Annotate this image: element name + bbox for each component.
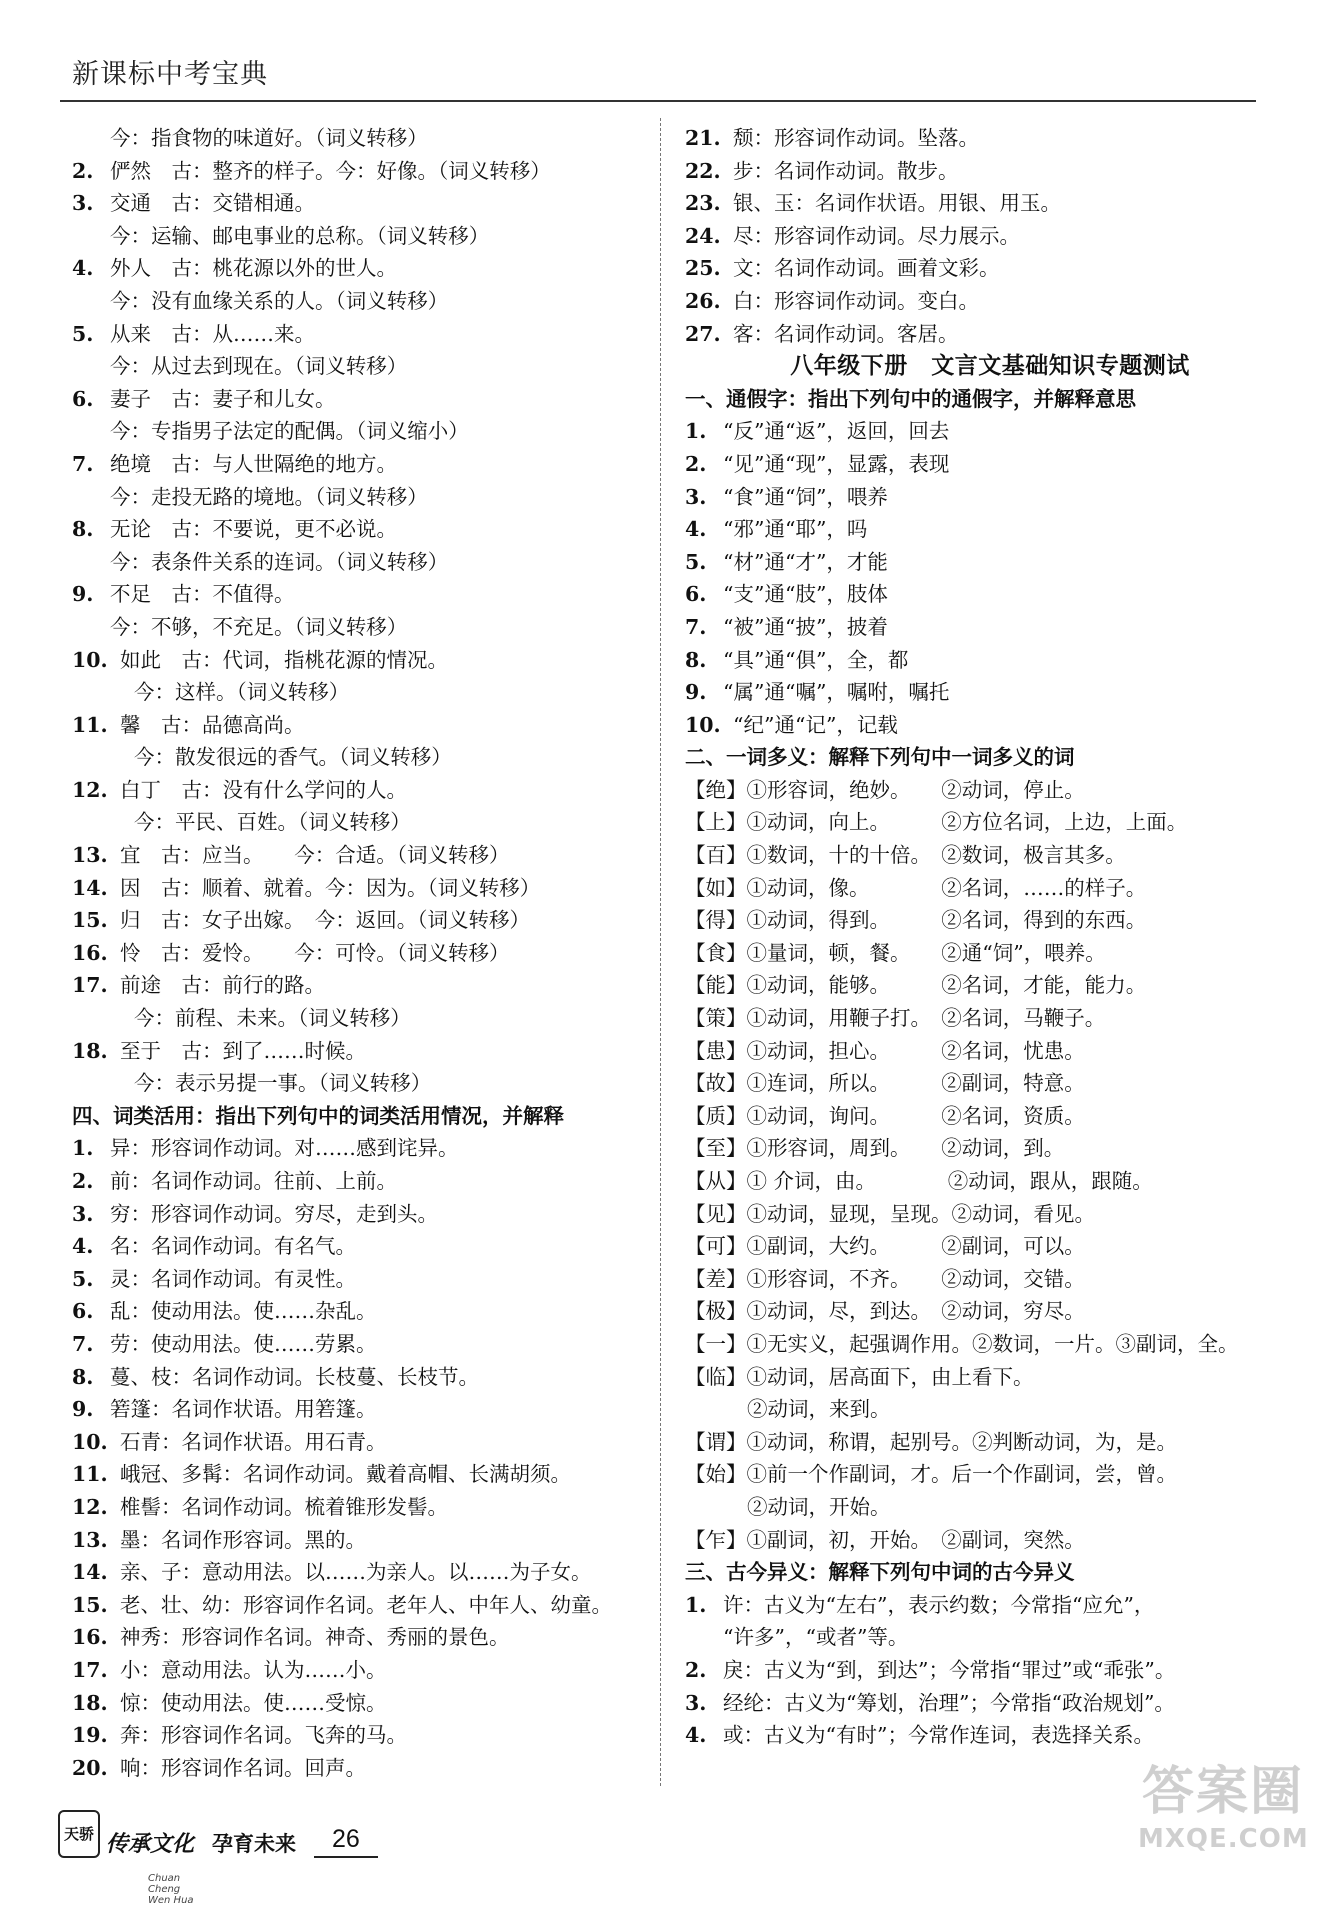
line-text: 今：走投无路的境地。（词义转移） xyxy=(110,484,428,509)
line-text: 【患】①动词，担心。 ②名词，忧患。 xyxy=(685,1038,1085,1063)
text-line xyxy=(685,1230,1275,1263)
line-text: 石青：名词作状语。用石青。 xyxy=(120,1429,387,1454)
line-text: 今：不够，不充足。（词义转移） xyxy=(110,614,408,639)
text-line xyxy=(72,285,652,318)
text-line xyxy=(685,546,1275,579)
line-text: 或：古义为“有时”；今常作连词，表选择关系。 xyxy=(723,1723,1154,1748)
line-text: 【上】①动词，向上。 ②方位名词，上边，上面。 xyxy=(685,810,1188,835)
item-number: 2. xyxy=(685,1657,707,1682)
line-text: 银、玉：名词作状语。用银、用玉。 xyxy=(733,191,1061,216)
text-line xyxy=(72,578,652,611)
line-text: 穷：形容词作动词。穷尽，走到头。 xyxy=(110,1201,438,1226)
text-line xyxy=(72,546,652,579)
line-text: ②动词，开始。 xyxy=(747,1494,891,1519)
line-text: 【百】①数词，十的十倍。 ②数词，极言其多。 xyxy=(685,843,1126,868)
line-text: 【策】①动词，用鞭子打。 ②名词，马鞭子。 xyxy=(685,1006,1106,1031)
text-line xyxy=(72,1035,652,1068)
line-text: 【乍】①副词，初，开始。 ②副词，突然。 xyxy=(685,1527,1085,1552)
line-text: 外人 古：桃花源以外的世人。 xyxy=(110,256,397,281)
text-line xyxy=(72,1263,652,1296)
text-line xyxy=(685,709,1275,742)
text-line xyxy=(685,1621,1275,1654)
text-line xyxy=(72,513,652,546)
text-line xyxy=(685,774,1275,807)
line-text: 【绝】①形容词，绝妙。 ②动词，停止。 xyxy=(685,777,1085,802)
text-line xyxy=(72,1002,652,1035)
text-line xyxy=(72,1067,652,1100)
text-line xyxy=(685,220,1275,253)
text-line xyxy=(72,644,652,677)
logo-text: 天骄 xyxy=(63,1825,94,1843)
text-line xyxy=(72,1361,652,1394)
text-line xyxy=(685,1426,1275,1459)
line-text: 今：表示另提一事。（词义转移） xyxy=(134,1071,432,1096)
item-number: 18. xyxy=(72,1690,108,1715)
line-text: “纪”通“记”，记载 xyxy=(733,712,898,737)
text-line xyxy=(685,611,1275,644)
line-text: 从来 古：从……来。 xyxy=(110,321,315,346)
line-text: 异：形容词作动词。对……感到诧异。 xyxy=(110,1136,459,1161)
item-number: 7. xyxy=(72,451,94,476)
text-line xyxy=(72,611,652,644)
item-number: 8. xyxy=(72,1364,94,1389)
text-line xyxy=(685,1035,1275,1068)
text-line xyxy=(72,1589,652,1622)
text-line xyxy=(72,774,652,807)
text-line xyxy=(685,252,1275,285)
text-line xyxy=(685,187,1275,220)
text-line xyxy=(72,1719,652,1752)
item-number: 21. xyxy=(685,126,721,150)
section-heading xyxy=(72,1100,652,1133)
text-line xyxy=(685,1654,1275,1687)
item-number: 3. xyxy=(685,1690,707,1715)
line-text: 宜 古：应当。 今：合适。（词义转移） xyxy=(120,843,510,868)
text-line xyxy=(72,1491,652,1524)
text-line xyxy=(72,1556,652,1589)
item-number: 13. xyxy=(72,843,108,868)
text-line xyxy=(685,1328,1275,1361)
line-text: 【可】①副词，大约。 ②副词，可以。 xyxy=(685,1234,1085,1259)
site-watermark xyxy=(1138,1760,1308,1900)
line-text: 前途 古：前行的路。 xyxy=(120,973,325,998)
line-text: 今：专指男子法定的配偶。（词义缩小） xyxy=(110,419,469,444)
text-line xyxy=(685,1719,1275,1752)
page-header-title: 新课标中考宝典 xyxy=(72,59,268,90)
item-number: 17. xyxy=(72,1657,108,1682)
text-line xyxy=(685,1491,1275,1524)
line-text: 老、壮、幼：形容词作名词。老年人、中年人、幼童。 xyxy=(120,1592,612,1617)
text-line xyxy=(685,839,1275,872)
text-line xyxy=(72,1458,652,1491)
item-number: 2. xyxy=(72,158,94,183)
line-text: “属”通“嘱”，嘱咐，嘱托 xyxy=(723,680,950,705)
line-text: 乱：使动用法。使……杂乱。 xyxy=(110,1299,377,1324)
line-text: 【见】①动词，显现，呈现。②动词，看见。 xyxy=(685,1201,1095,1226)
line-text: 如此 古：代词，指桃花源的情况。 xyxy=(120,647,448,672)
item-number: 11. xyxy=(72,1462,108,1487)
item-number: 17. xyxy=(72,973,108,998)
text-line xyxy=(72,448,652,481)
line-text: 奔：形容词作名词。飞奔的马。 xyxy=(120,1723,407,1748)
line-text: “反”通“返”，返回，回去 xyxy=(723,419,950,444)
text-line xyxy=(685,415,1275,448)
item-number: 10. xyxy=(72,1429,108,1454)
watermark-url: MXQE.COM xyxy=(1138,1824,1309,1854)
section-heading xyxy=(685,383,1275,416)
item-number: 23. xyxy=(685,191,721,216)
item-number: 3. xyxy=(72,1201,94,1226)
line-text: 灵：名词作动词。有灵性。 xyxy=(110,1266,356,1291)
line-text: 绝境 古：与人世隔绝的地方。 xyxy=(110,451,397,476)
line-text: 一、通假字：指出下列句中的通假字，并解释意思 xyxy=(685,386,1136,411)
line-text: 至于 古：到了……时候。 xyxy=(120,1038,366,1063)
right-column xyxy=(685,122,1275,1752)
line-text: 经纶：古义为“筹划，治理”；今常指“政治规划”。 xyxy=(723,1690,1175,1715)
line-text: 今：前程、未来。（词义转移） xyxy=(134,1006,411,1031)
line-text: 今：散发很远的香气。（词义转移） xyxy=(134,745,452,770)
text-line xyxy=(685,1067,1275,1100)
line-text: 归 古：女子出嫁。 今：返回。（词义转移） xyxy=(120,908,530,933)
item-number: 1. xyxy=(685,419,707,444)
text-line xyxy=(685,1393,1275,1426)
line-text: 今：这样。（词义转移） xyxy=(134,680,350,705)
line-text: 怜 古：爱怜。 今：可怜。（词义转移） xyxy=(120,940,510,965)
line-text: 【差】①形容词，不齐。 ②动词，交错。 xyxy=(685,1266,1085,1291)
text-line xyxy=(72,415,652,448)
line-text: 墨：名词作形容词。黑的。 xyxy=(120,1527,366,1552)
line-text: “材”通“才”，才能 xyxy=(723,549,888,574)
item-number: 16. xyxy=(72,940,108,965)
text-line xyxy=(72,839,652,872)
item-number: 9. xyxy=(72,582,94,607)
brand-slogan: 孕育未来 xyxy=(212,1832,297,1856)
text-line xyxy=(72,1295,652,1328)
text-line xyxy=(685,155,1275,188)
item-number: 9. xyxy=(72,1397,94,1422)
line-text: 【食】①量词，顿，餐。 ②通“饲”，喂养。 xyxy=(685,940,1106,965)
text-line xyxy=(72,220,652,253)
brand-block xyxy=(100,1827,195,1906)
line-text: 前：名词作动词。往前、上前。 xyxy=(110,1169,397,1193)
text-line xyxy=(685,1263,1275,1296)
line-text: 交通 古：交错相通。 xyxy=(110,191,315,216)
item-number: 18. xyxy=(72,1038,108,1063)
text-line xyxy=(72,806,652,839)
column-divider xyxy=(660,118,661,1786)
item-number: 5. xyxy=(72,1266,94,1291)
line-text: “支”通“肢”，肢体 xyxy=(723,582,888,607)
item-number: 10. xyxy=(72,647,108,672)
item-number: 27. xyxy=(685,321,721,346)
item-number: 15. xyxy=(72,908,108,933)
text-line xyxy=(72,1165,652,1198)
item-number: 15. xyxy=(72,1592,108,1617)
line-text: 箬篷：名词作状语。用箬篷。 xyxy=(110,1397,377,1422)
line-text: 不足 古：不值得。 xyxy=(110,582,295,607)
line-text: 今：没有血缘关系的人。（词义转移） xyxy=(110,288,449,313)
section-heading xyxy=(685,1556,1275,1589)
item-number: 10. xyxy=(685,712,721,737)
line-text: 响：形容词作名词。回声。 xyxy=(120,1755,366,1780)
item-number: 3. xyxy=(72,191,94,216)
text-line xyxy=(72,676,652,709)
line-text: 神秀：形容词作名词。神奇、秀丽的景色。 xyxy=(120,1625,510,1650)
line-text: “见”通“现”，显露，表现 xyxy=(723,451,950,476)
text-line xyxy=(72,1328,652,1361)
line-text: “食”通“饲”，喂养 xyxy=(723,484,888,509)
line-text: “邪”通“耶”，吗 xyxy=(723,517,868,542)
brand-subtitle: Chuan Cheng Wen Hua xyxy=(148,1873,194,1906)
text-line xyxy=(72,1621,652,1654)
line-text: 【如】①动词，像。 ②名词，……的样子。 xyxy=(685,875,1147,900)
line-text: “具”通“俱”，全，都 xyxy=(723,647,909,672)
header-divider xyxy=(60,100,1256,102)
line-text: 惊：使动用法。使……受惊。 xyxy=(120,1690,387,1715)
text-line xyxy=(72,481,652,514)
item-number: 4. xyxy=(72,1234,94,1259)
line-text: 今：运输、邮电事业的总称。（词义转移） xyxy=(110,223,490,248)
text-line xyxy=(685,481,1275,514)
item-number: 25. xyxy=(685,256,721,281)
item-number: 4. xyxy=(72,256,94,281)
publisher-logo xyxy=(58,1810,100,1858)
text-line xyxy=(685,1361,1275,1394)
text-line xyxy=(685,806,1275,839)
text-line xyxy=(72,937,652,970)
text-line xyxy=(72,1687,652,1720)
text-line xyxy=(72,872,652,905)
line-text: 尽：形容词作动词。尽力展示。 xyxy=(733,223,1020,248)
item-number: 22. xyxy=(685,158,721,183)
text-line xyxy=(72,709,652,742)
item-number: 8. xyxy=(72,517,94,542)
text-line xyxy=(72,969,652,1002)
text-line xyxy=(72,1524,652,1557)
line-text: 戾：古义为“到，到达”；今常指“罪过”或“乖张”。 xyxy=(723,1657,1176,1682)
text-line xyxy=(685,122,1275,155)
line-text: 今：平民、百姓。（词义转移） xyxy=(134,810,411,835)
text-line xyxy=(685,1002,1275,1035)
line-text: 今：指食物的味道好。（词义转移） xyxy=(110,126,428,150)
text-line xyxy=(685,1687,1275,1720)
item-number: 4. xyxy=(685,1723,707,1748)
line-text: 今：表条件关系的连词。（词义转移） xyxy=(110,549,449,574)
line-text: 【质】①动词，询问。 ②名词，资质。 xyxy=(685,1103,1085,1128)
text-line xyxy=(72,350,652,383)
text-line xyxy=(685,1165,1275,1198)
line-text: 【一】①无实义，起强调作用。②数词，一片。③副词，全。 xyxy=(685,1331,1239,1356)
item-number: 9. xyxy=(685,680,707,705)
item-number: 11. xyxy=(72,712,108,737)
text-line xyxy=(685,904,1275,937)
text-line xyxy=(72,318,652,351)
item-number: 7. xyxy=(685,614,707,639)
item-number: 19. xyxy=(72,1723,108,1748)
item-number: 12. xyxy=(72,777,108,802)
item-number: 5. xyxy=(685,549,707,574)
line-text: 劳：使动用法。使……劳累。 xyxy=(110,1331,377,1356)
line-text: 名：名词作动词。有名气。 xyxy=(110,1234,356,1259)
item-number: 1. xyxy=(685,1592,707,1617)
text-line xyxy=(685,644,1275,677)
text-line xyxy=(685,969,1275,1002)
text-line xyxy=(685,1100,1275,1133)
line-text: 【得】①动词，得到。 ②名词，得到的东西。 xyxy=(685,908,1147,933)
text-line xyxy=(685,937,1275,970)
item-number: 6. xyxy=(685,582,707,607)
line-text: 峨冠、多髯：名词作动词。戴着高帽、长满胡须。 xyxy=(120,1462,571,1487)
line-text: 白丁 古：没有什么学问的人。 xyxy=(120,777,407,802)
item-number: 8. xyxy=(685,647,707,672)
text-line xyxy=(72,122,652,155)
section-heading xyxy=(685,741,1275,774)
text-line xyxy=(72,741,652,774)
text-line xyxy=(685,1458,1275,1491)
item-number: 2. xyxy=(685,451,707,476)
line-text: 【能】①动词，能够。 ②名词，才能，能力。 xyxy=(685,973,1147,998)
line-text: 蔓、枝：名词作动词。长枝蔓、长枝节。 xyxy=(110,1364,479,1389)
text-line xyxy=(685,318,1275,351)
watermark-text: 答案圈 xyxy=(1141,1762,1304,1822)
item-number: 26. xyxy=(685,288,721,313)
item-number: 14. xyxy=(72,1560,108,1585)
item-number: 20. xyxy=(72,1755,108,1780)
item-number: 1. xyxy=(72,1136,94,1161)
line-text: 【从】① 介词，由。 ②动词，跟从，跟随。 xyxy=(685,1169,1153,1193)
text-line xyxy=(72,155,652,188)
item-number: 6. xyxy=(72,1299,94,1324)
line-text: 颓：形容词作动词。坠落。 xyxy=(733,126,979,150)
text-line xyxy=(72,1230,652,1263)
text-line xyxy=(72,1426,652,1459)
item-number: 2. xyxy=(72,1169,94,1193)
line-text: 文：名词作动词。画着文彩。 xyxy=(733,256,1000,281)
line-text: 【谓】①动词，称谓，起别号。②判断动词，为，是。 xyxy=(685,1429,1177,1454)
section-title xyxy=(685,350,1275,383)
line-text: 亲、子：意动用法。以……为亲人。以……为子女。 xyxy=(120,1560,592,1585)
line-text: 白：形容词作动词。变白。 xyxy=(733,288,979,313)
item-number: 13. xyxy=(72,1527,108,1552)
text-line xyxy=(685,872,1275,905)
line-text: 妻子 古：妻子和儿女。 xyxy=(110,386,336,411)
line-text: 【始】①前一个作副词，才。后一个作副词，尝，曾。 xyxy=(685,1462,1177,1487)
line-text: 二、一词多义：解释下列句中一词多义的词 xyxy=(685,745,1075,770)
text-line xyxy=(685,1198,1275,1231)
text-line xyxy=(72,904,652,937)
text-line xyxy=(685,1524,1275,1557)
item-number: 24. xyxy=(685,223,721,248)
line-text: “被”通“披”，披着 xyxy=(723,614,888,639)
line-text: 三、古今异义：解释下列句中词的古今异义 xyxy=(685,1560,1075,1585)
text-line xyxy=(685,1589,1275,1622)
line-text: ②动词，来到。 xyxy=(747,1397,891,1422)
item-number: 3. xyxy=(685,484,707,509)
line-text: 【故】①连词，所以。 ②副词，特意。 xyxy=(685,1071,1085,1096)
brand-name: 传承文化 xyxy=(106,1832,195,1857)
text-line xyxy=(685,1295,1275,1328)
line-text: 俨然 古：整齐的样子。今：好像。（词义转移） xyxy=(110,158,551,183)
line-text: 【至】①形容词，周到。 ②动词，到。 xyxy=(685,1136,1065,1161)
text-line xyxy=(72,252,652,285)
line-text: 客：名词作动词。客居。 xyxy=(733,321,959,346)
item-number: 14. xyxy=(72,875,108,900)
text-line xyxy=(72,1752,652,1785)
text-line xyxy=(685,1132,1275,1165)
text-line xyxy=(72,1654,652,1687)
line-text: 因 古：顺着、就着。今：因为。（词义转移） xyxy=(120,875,541,900)
item-number: 12. xyxy=(72,1494,108,1519)
text-line xyxy=(72,187,652,220)
line-text: 馨 古：品德高尚。 xyxy=(120,712,305,737)
line-text: 步：名词作动词。散步。 xyxy=(733,158,959,183)
item-number: 4. xyxy=(685,517,707,542)
line-text: 四、词类活用：指出下列句中的词类活用情况，并解释 xyxy=(72,1103,564,1128)
text-line xyxy=(685,448,1275,481)
text-line xyxy=(685,285,1275,318)
line-text: 许：古义为“左右”，表示约数；今常指“应允”， xyxy=(723,1592,1155,1617)
text-line xyxy=(685,578,1275,611)
line-text: 【临】①动词，居高面下，由上看下。 xyxy=(685,1364,1034,1389)
line-text: 无论 古：不要说，更不必说。 xyxy=(110,517,397,542)
item-number: 16. xyxy=(72,1625,108,1650)
text-line xyxy=(72,383,652,416)
line-text: 小：意动用法。认为……小。 xyxy=(120,1657,387,1682)
line-text: 八年级下册 文言文基础知识专题测试 xyxy=(790,352,1190,380)
item-number: 5. xyxy=(72,321,94,346)
text-line xyxy=(685,513,1275,546)
line-text: 椎髻：名词作动词。梳着锥形发髻。 xyxy=(120,1494,448,1519)
line-text: 今：从过去到现在。（词义转移） xyxy=(110,354,408,379)
line-text: 【极】①动词，尽，到达。 ②动词，穷尽。 xyxy=(685,1299,1085,1324)
text-line xyxy=(72,1132,652,1165)
text-line xyxy=(72,1393,652,1426)
page-number: 26 xyxy=(314,1825,378,1858)
page-footer xyxy=(58,1808,378,1906)
text-line xyxy=(685,676,1275,709)
left-column xyxy=(72,122,652,1784)
line-text: “许多”，“或者”等。 xyxy=(723,1625,909,1650)
item-number: 7. xyxy=(72,1331,94,1356)
text-line xyxy=(72,1198,652,1231)
item-number: 6. xyxy=(72,386,94,411)
